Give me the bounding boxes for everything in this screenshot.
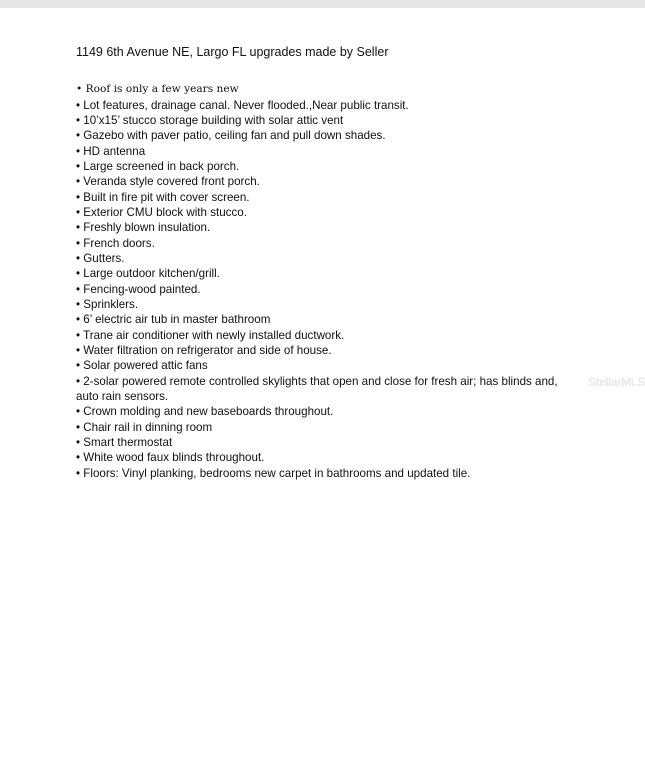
list-item: • Water filtration on refrigerator and side of house. (76, 344, 332, 357)
list-item: • Roof is only a few years new (76, 83, 239, 95)
top-bar (0, 0, 645, 8)
list-item: • 6’ electric air tub in master bathroom (76, 313, 271, 327)
list-item: • 2-solar powered remote controlled skylights that open and close for fresh air; has blinds and, auto rain sensors. (76, 374, 558, 404)
list-item: • Veranda style covered front porch. (76, 175, 260, 189)
list-item: • Fencing-wood painted. (76, 282, 201, 296)
list-item: • Freshly blown insulation. (76, 221, 211, 235)
list-item: • Smart thermostat (76, 436, 173, 450)
upgrades-list (76, 82, 576, 481)
list-item: • Exterior CMU block with stucco. (76, 205, 247, 219)
list-item: • Solar powered attic fans (76, 359, 208, 373)
list-item: • Built in fire pit with cover screen. (76, 190, 250, 204)
list-item: • Large outdoor kitchen/grill. (76, 267, 220, 281)
list-item: • Chair rail in dinning room (76, 420, 213, 434)
list-item: • Crown molding and new baseboards throughout. (76, 405, 334, 419)
mls-watermark: StellarMLS (588, 375, 645, 389)
list-item: • Lot features, drainage canal. Never flooded.,Near public transit. (76, 98, 409, 112)
document-title: 1149 6th Avenue NE, Largo FL upgrades made by Seller (76, 45, 389, 59)
list-item: • Floors: Vinyl planking, bedrooms new carpet in bathrooms and updated tile. (76, 466, 471, 480)
list-item: • Sprinklers. (76, 297, 139, 311)
list-item: • 10’x15’ stucco storage building with solar attic vent (76, 113, 344, 127)
list-item: • French doors. (76, 236, 155, 250)
list-item: • HD antenna (76, 144, 146, 158)
list-item: • Trane air conditioner with newly installed ductwork. (76, 328, 345, 342)
list-item: • Gutters. (76, 251, 125, 265)
list-item: • Gazebo with paver patio, ceiling fan and pull down shades. (76, 129, 386, 143)
list-item: • Large screened in back porch. (76, 159, 240, 173)
list-item: • White wood faux blinds throughout. (76, 451, 265, 465)
